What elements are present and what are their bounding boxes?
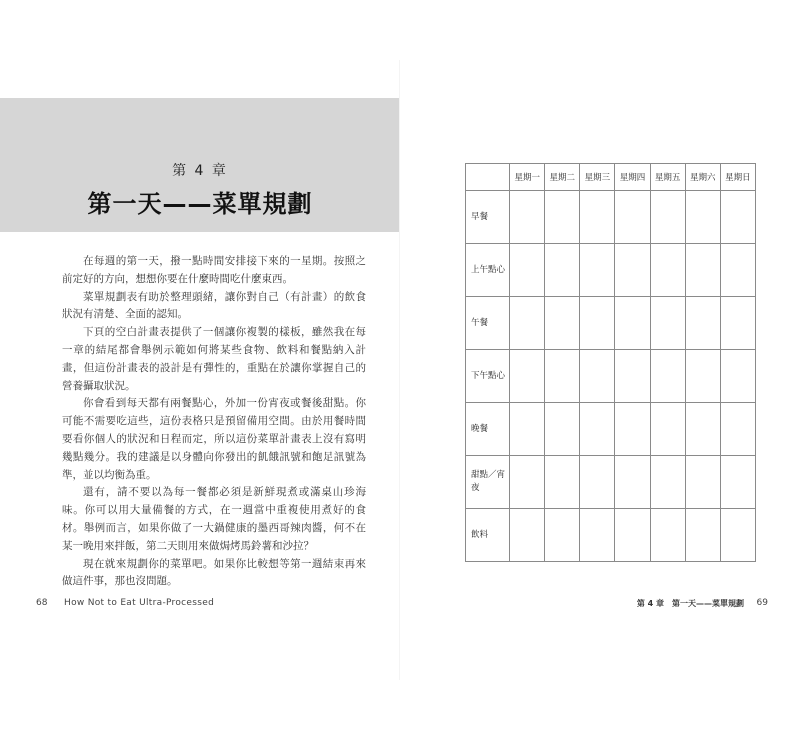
planner-cell	[545, 191, 580, 244]
planner-cell	[580, 509, 615, 562]
book-gutter	[399, 60, 400, 680]
chapter-number: 第 4 章	[172, 163, 228, 179]
planner-cell	[615, 403, 650, 456]
planner-cell	[720, 350, 755, 403]
day-header: 星期六	[685, 164, 720, 191]
planner-cell	[720, 403, 755, 456]
planner-cell	[685, 297, 720, 350]
planner-cell	[650, 403, 685, 456]
paragraph: 你會看到每天都有兩餐點心，外加一份宵夜或餐後甜點。你可能不需要吃這些，這份表格只是預留備用空間。由於用餐時間要看你個人的狀況和日程而定，所以這份菜單計畫表上沒有寫明幾點幾分。我的建議是以身體向你發出的飢餓訊號和飽足訊號為準，並以均衡為重。	[62, 397, 366, 481]
planner-cell	[685, 509, 720, 562]
planner-cell	[580, 191, 615, 244]
planner-cell	[510, 297, 545, 350]
chapter-body	[62, 253, 366, 591]
planner-cell	[615, 350, 650, 403]
meal-label: 上午點心	[466, 244, 510, 297]
planner-cell	[720, 456, 755, 509]
planner-row	[466, 191, 756, 244]
running-head-right: 第 4 章 第一天——菜單規劃	[636, 599, 744, 608]
planner-cell	[720, 297, 755, 350]
day-header: 星期日	[720, 164, 755, 191]
planner-row	[466, 297, 756, 350]
planner-cell	[580, 456, 615, 509]
planner-cell	[685, 456, 720, 509]
planner-cell	[510, 350, 545, 403]
meal-label: 甜點／宵夜	[466, 456, 510, 509]
planner-cell	[510, 456, 545, 509]
planner-cell	[545, 244, 580, 297]
day-header: 星期三	[580, 164, 615, 191]
planner-cell	[545, 403, 580, 456]
meal-label: 午餐	[466, 297, 510, 350]
page-number-left: 68	[36, 598, 48, 608]
planner-cell	[510, 509, 545, 562]
paragraph: 還有，請不要以為每一餐都必須是新鮮現煮或滿桌山珍海味。你可以用大量備餐的方式，在一週當中重複使用煮好的食材。舉例而言，如果你做了一大鍋健康的墨西哥辣肉醬，何不在某一晚用來拌飯，第二天則用來做焗烤馬鈴薯和沙拉？	[62, 486, 366, 552]
paragraph: 現在就來規劃你的菜單吧。如果你比較想等第一週結束再來做這件事，那也沒問題。	[62, 557, 366, 588]
planner-cell	[510, 403, 545, 456]
planner-cell	[650, 456, 685, 509]
planner-cell	[580, 403, 615, 456]
chapter-title: 第一天——菜單規劃	[87, 190, 313, 218]
day-header: 星期二	[545, 164, 580, 191]
meal-label: 下午點心	[466, 350, 510, 403]
planner-cell	[650, 191, 685, 244]
planner-cell	[650, 350, 685, 403]
planner-row	[466, 403, 756, 456]
planner-cell	[650, 509, 685, 562]
planner-cell	[510, 191, 545, 244]
planner-cell	[720, 244, 755, 297]
planner-cell	[685, 403, 720, 456]
meal-planner-table	[465, 163, 756, 562]
planner-cell	[615, 244, 650, 297]
day-header: 星期五	[650, 164, 685, 191]
running-head-left: How Not to Eat Ultra-Processed	[64, 598, 215, 608]
planner-cell	[545, 297, 580, 350]
planner-cell	[615, 191, 650, 244]
planner-cell	[720, 191, 755, 244]
planner-cell	[545, 350, 580, 403]
planner-cell	[615, 456, 650, 509]
paragraph: 在每週的第一天，撥一點時間安排接下來的一星期。按照之前定好的方向，想想你要在什麼時間吃什麼東西。	[62, 255, 366, 285]
planner-cell	[685, 191, 720, 244]
planner-cell	[650, 244, 685, 297]
planner-row	[466, 456, 756, 509]
planner-corner-cell	[466, 164, 510, 191]
planner-cell	[510, 244, 545, 297]
planner-cell	[650, 297, 685, 350]
planner-cell	[615, 297, 650, 350]
page-number-right: 69	[756, 598, 768, 608]
paragraph: 下頁的空白計畫表提供了一個讓你複製的樣板，雖然我在每一章的結尾都會舉例示範如何將某些食物、飲料和餐點納入計畫，但這份計畫表的設計是有彈性的，重點在於讓你掌握自己的營養攝取狀況。	[62, 326, 366, 392]
planner-cell	[685, 350, 720, 403]
planner-cell	[580, 297, 615, 350]
planner-cell	[545, 509, 580, 562]
planner-cell	[580, 244, 615, 297]
planner-header-row	[466, 164, 756, 191]
planner-cell	[685, 244, 720, 297]
planner-cell	[580, 350, 615, 403]
planner-row	[466, 350, 756, 403]
meal-label: 飲料	[466, 509, 510, 562]
meal-label: 早餐	[466, 191, 510, 244]
meal-label: 晚餐	[466, 403, 510, 456]
day-header: 星期四	[615, 164, 650, 191]
planner-cell	[545, 456, 580, 509]
planner-cell	[720, 509, 755, 562]
planner-row	[466, 244, 756, 297]
planner-row	[466, 509, 756, 562]
planner-cell	[615, 509, 650, 562]
day-header: 星期一	[510, 164, 545, 191]
paragraph: 菜單規劃表有助於整理頭緒，讓你對自己（有計畫）的飲食狀況有清楚、全面的認知。	[62, 290, 366, 321]
